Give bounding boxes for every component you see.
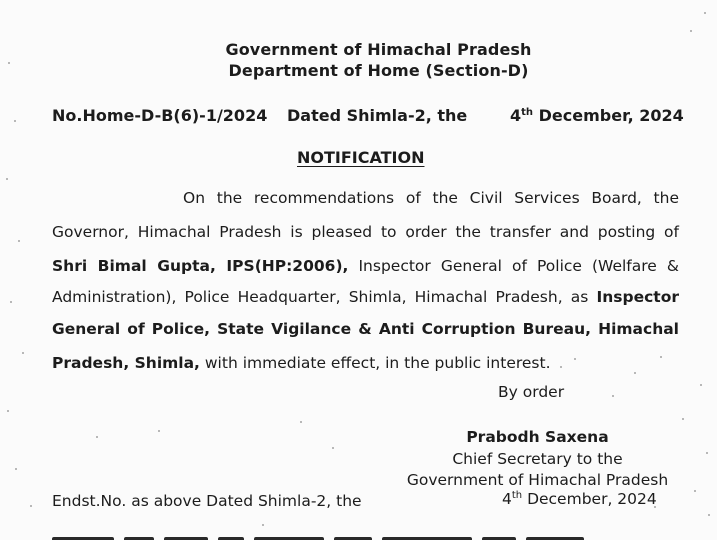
reference-dated-place: Dated Shimla-2, the <box>287 106 468 125</box>
notification-title: NOTIFICATION <box>297 148 425 167</box>
reference-date: 4th December, 2024 <box>510 106 684 125</box>
body-line-5: General of Police, State Vigilance & Anti Corruption Bureau, Himachal <box>52 320 679 338</box>
signatory-title-line2: Government of Himachal Pradesh <box>406 471 669 489</box>
body-line-6: Pradesh, Shimla, with immediate effect, in the public interest. <box>52 354 551 372</box>
body-line-3: Shri Bimal Gupta, IPS(HP:2006), Inspector General of Police (Welfare & <box>52 257 679 275</box>
body-line-1: On the recommendations of the Civil Services Board, the <box>183 189 679 207</box>
endorsement-reference: Endst.No. as above Dated Shimla-2, the <box>52 492 362 510</box>
signatory-name: Prabodh Saxena <box>466 428 609 446</box>
department-header-line2: Department of Home (Section-D) <box>228 61 529 80</box>
by-order-label: By order <box>498 383 565 401</box>
body-line-2: Governor, Himachal Pradesh is pleased to order the transfer and posting of <box>52 223 679 241</box>
signatory-title-line1: Chief Secretary to the <box>452 450 623 468</box>
officer-name: Shri Bimal Gupta, IPS(HP:2006), <box>52 257 349 275</box>
cropped-text-line <box>52 530 652 540</box>
body-line-4: Administration), Police Headquarter, Shimla, Himachal Pradesh, as Inspector <box>52 288 679 306</box>
reference-number: No.Home-D-B(6)-1/2024 <box>52 106 268 125</box>
endorsement-date: 4th December, 2024 <box>502 490 657 508</box>
department-header-line1: Government of Himachal Pradesh <box>225 40 532 59</box>
